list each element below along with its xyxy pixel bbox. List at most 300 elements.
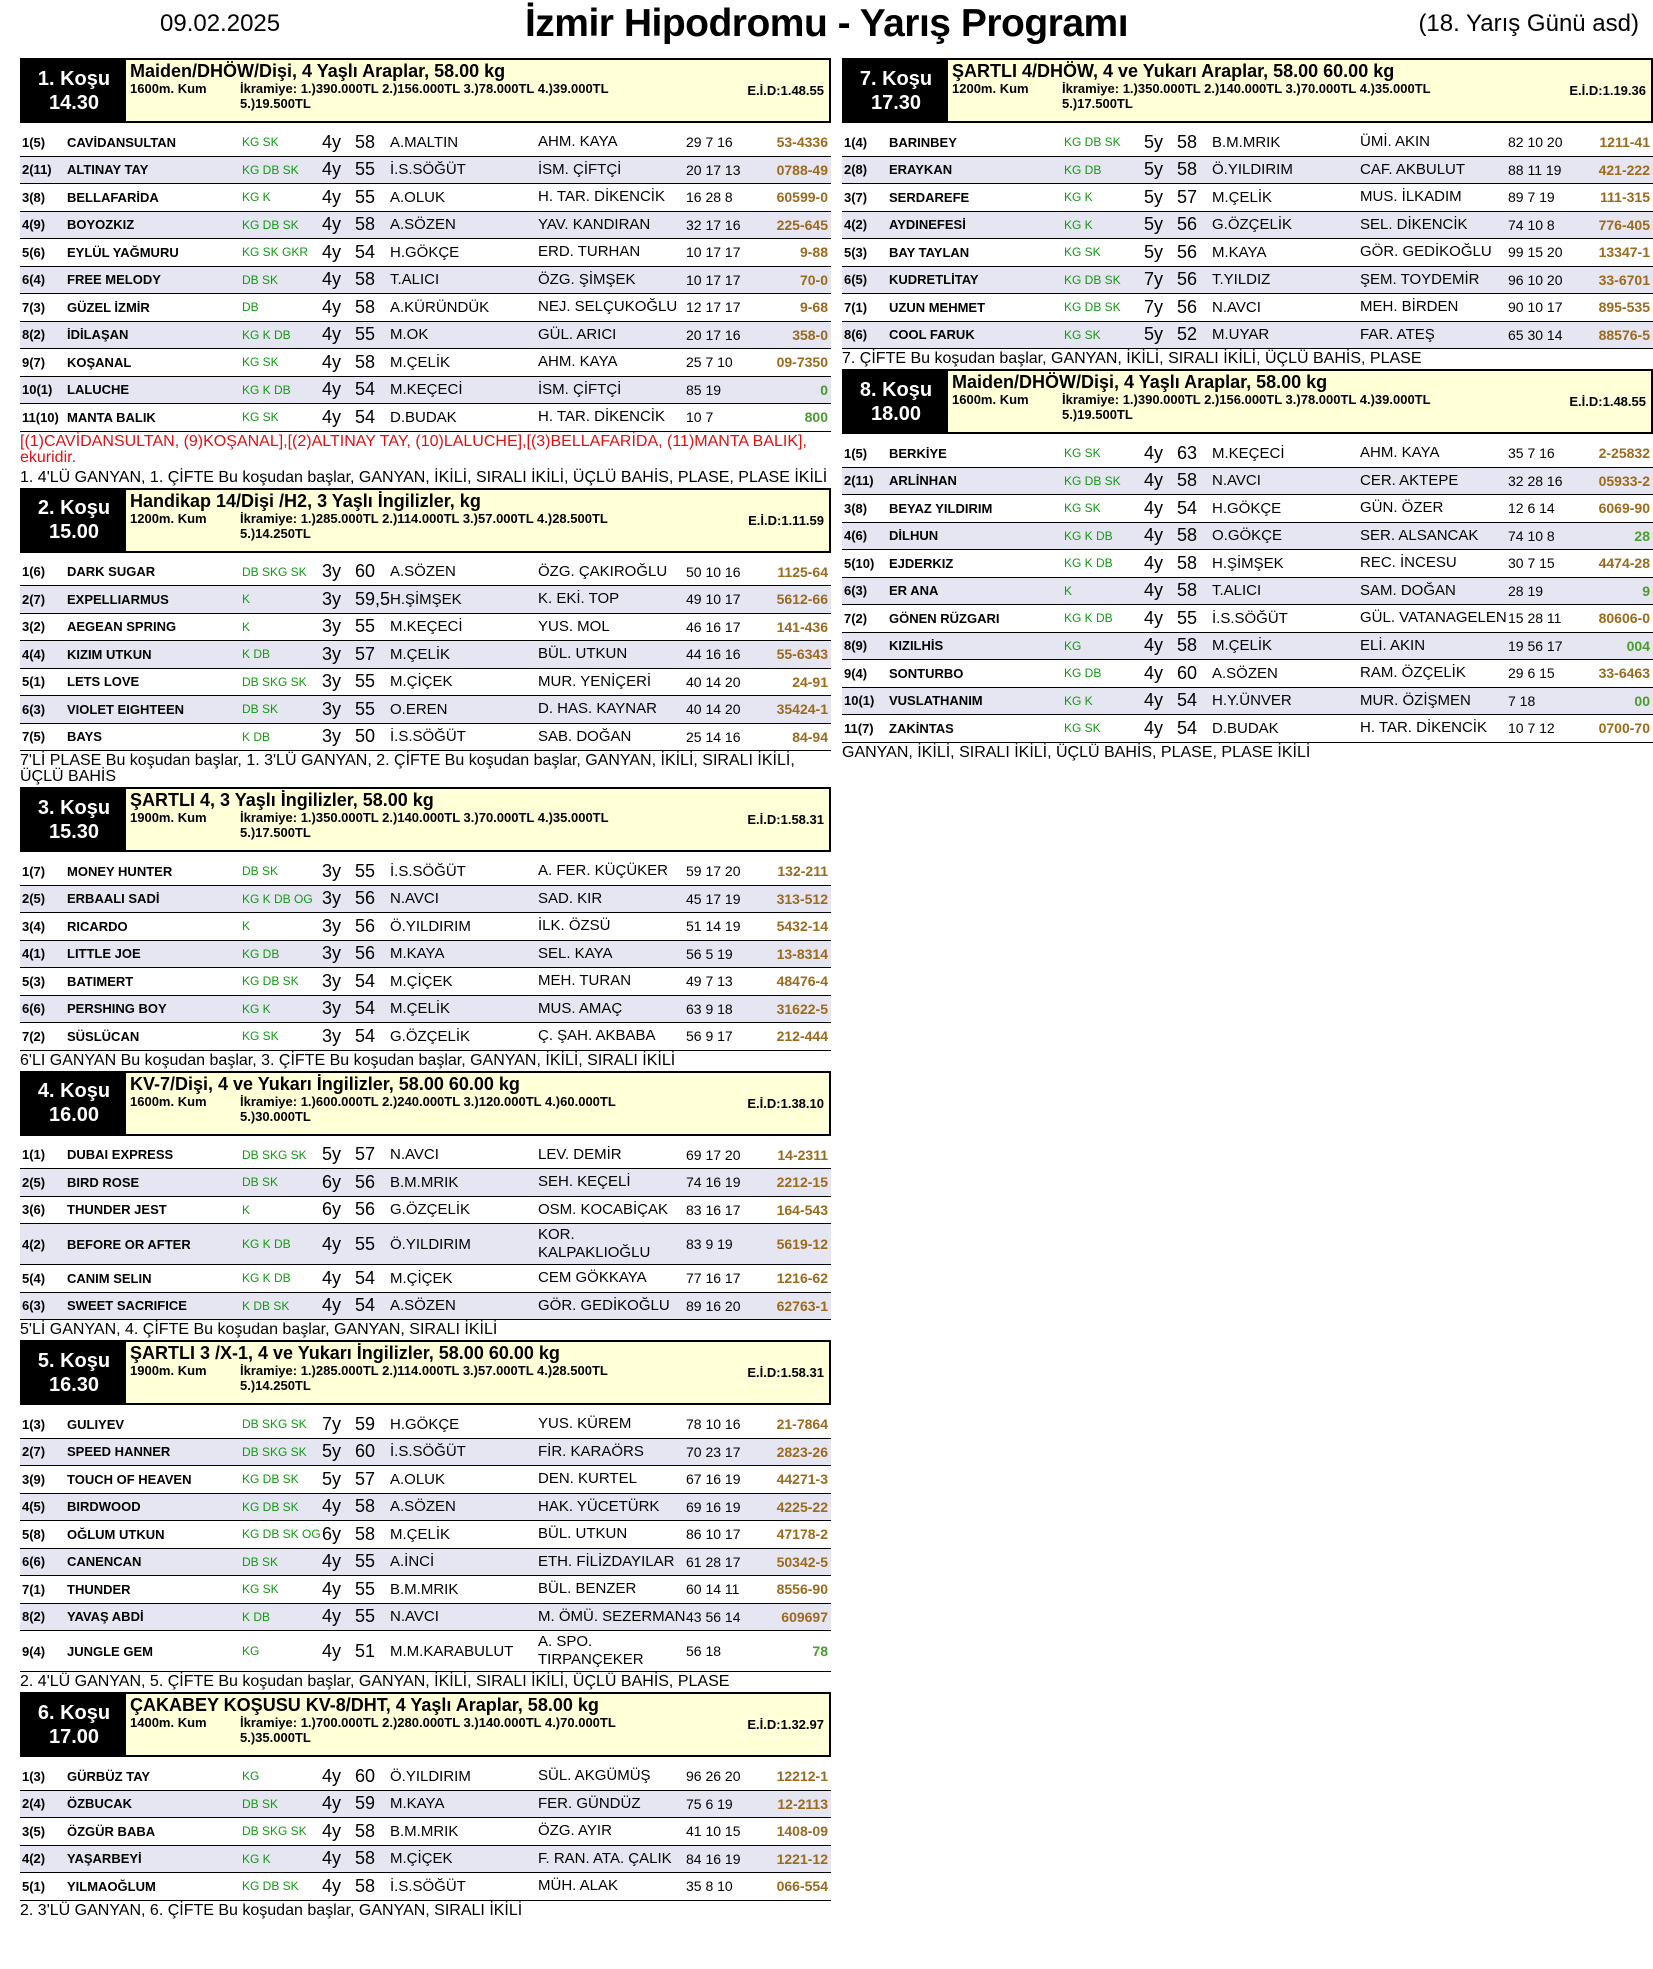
table-row[interactable]	[20, 157, 831, 185]
last-results: 33-6701	[1598, 271, 1650, 288]
race-block	[20, 1071, 831, 1341]
race-number: 6. Koşu	[37, 1701, 111, 1724]
table-row[interactable]	[842, 605, 1653, 633]
horse-number: 3(8)	[22, 189, 46, 205]
horse-name: SÜSLÜCAN	[67, 1028, 140, 1044]
trainer: H. TAR. DİKENCİK	[538, 188, 665, 206]
table-row[interactable]	[20, 1142, 831, 1170]
equipment: K DB	[242, 647, 271, 662]
handicap-stats: 20 17 16	[686, 326, 741, 343]
equipment: KG	[242, 1769, 260, 1784]
trainer: ETH. FİLİZDAYILAR	[538, 1552, 675, 1570]
handicap-stats: 56 9 17	[686, 1028, 733, 1045]
horse-age: 4y	[322, 1765, 342, 1786]
race-info	[948, 60, 1651, 121]
table-row[interactable]	[20, 1169, 831, 1197]
last-results: 13-8314	[776, 945, 828, 962]
table-row[interactable]	[842, 578, 1653, 606]
handicap-stats: 84 16 19	[686, 1850, 741, 1867]
horse-number: 1(6)	[22, 564, 46, 580]
horse-age: 4y	[322, 1267, 342, 1288]
table-row[interactable]	[20, 1791, 831, 1819]
weight: 60	[1177, 662, 1198, 683]
horse-name: KIZILHİS	[889, 638, 944, 654]
jockey: O.GÖKÇE	[1212, 527, 1283, 545]
weight: 58	[1177, 580, 1198, 601]
race-prize-5th: 5.)17.500TL	[1062, 96, 1133, 111]
race-prize: İkramiye: 1.)285.000TL 2.)114.000TL 3.)57.000TL 4.)28.500TL	[240, 510, 608, 526]
equipment: DB SK	[242, 702, 279, 717]
table-row[interactable]	[20, 1224, 831, 1265]
table-row[interactable]	[842, 322, 1653, 350]
table-row[interactable]	[20, 322, 831, 350]
table-row[interactable]	[20, 184, 831, 212]
race-header	[20, 1071, 831, 1136]
trainer: SEH. KEÇELİ	[538, 1173, 631, 1191]
jockey: M.OK	[390, 326, 429, 344]
table-row[interactable]	[20, 1549, 831, 1577]
last-results: 5612-66	[776, 591, 828, 608]
trainer: YUS. KÜREM	[538, 1415, 632, 1433]
trainer: MUR. YENİÇERİ	[538, 672, 652, 690]
horse-age: 5y	[1144, 241, 1164, 262]
horse-age: 6y	[322, 1171, 342, 1192]
table-row[interactable]	[842, 660, 1653, 688]
table-row[interactable]	[20, 941, 831, 969]
jockey: B.M.MRIK	[390, 1173, 459, 1191]
jockey: M.UYAR	[1212, 326, 1270, 344]
handicap-stats: 28 19	[1508, 582, 1544, 599]
table-row[interactable]	[842, 184, 1653, 212]
race-number-box	[22, 1073, 126, 1134]
table-row[interactable]	[20, 404, 831, 432]
equipment: KG SK	[1064, 501, 1101, 516]
horse-age: 4y	[322, 269, 342, 290]
table-row[interactable]	[842, 688, 1653, 716]
table-row[interactable]	[20, 913, 831, 941]
table-row[interactable]	[20, 1521, 831, 1549]
trainer: İLK. ÖZSÜ	[538, 917, 611, 935]
horse-age: 4y	[1144, 635, 1164, 656]
race-prize: İkramiye: 1.)700.000TL 2.)280.000TL 3.)140.000TL 4.)70.000TL	[240, 1715, 616, 1730]
last-results: 5619-12	[776, 1236, 828, 1252]
horse-number: 1(7)	[22, 863, 46, 879]
table-row[interactable]	[20, 724, 831, 752]
weight: 58	[355, 351, 376, 372]
equipment: KG SK	[242, 135, 279, 150]
last-results: 9-88	[799, 244, 828, 261]
horse-number: 5(1)	[22, 674, 46, 690]
table-row[interactable]	[20, 614, 831, 642]
last-results: 24-91	[792, 673, 828, 690]
weight: 54	[1177, 717, 1198, 738]
horse-number: 3(9)	[22, 1471, 46, 1487]
horse-age: 3y	[322, 726, 342, 747]
weight: 54	[355, 1025, 376, 1046]
handicap-stats: 12 17 17	[686, 299, 741, 316]
horse-age: 4y	[322, 379, 342, 400]
last-results: 132-211	[777, 863, 828, 880]
handicap-stats: 69 17 20	[686, 1146, 741, 1163]
weight: 58	[355, 1496, 376, 1517]
right-column	[842, 58, 1653, 763]
race-time: 14.30	[48, 91, 100, 114]
table-row[interactable]	[20, 696, 831, 724]
horse-number: 11(10)	[22, 409, 59, 425]
equipment: KG DB	[1064, 666, 1102, 681]
last-results: 21-7864	[776, 1416, 828, 1433]
handicap-stats: 35 7 16	[1508, 445, 1555, 462]
horse-name: ER ANA	[889, 583, 939, 599]
race-title: ÇAKABEY KOŞUSU KV-8/DHT, 4 Yaşlı Araplar, 58.00 kg	[130, 1695, 599, 1715]
table-row[interactable]	[842, 468, 1653, 496]
jockey: B.M.MRIK	[390, 1580, 459, 1598]
race-record: E.İ.D:1.48.55	[747, 83, 824, 98]
horse-age: 4y	[322, 214, 342, 235]
jockey: D.BUDAK	[1212, 719, 1279, 737]
horse-name: DARK SUGAR	[67, 564, 156, 580]
trainer: GÜN. ÖZER	[1360, 499, 1444, 517]
last-results: 55-6343	[776, 646, 828, 663]
equipment: K	[242, 919, 251, 934]
race-header	[20, 58, 831, 123]
horse-number: 4(1)	[22, 946, 46, 962]
table-row[interactable]	[20, 377, 831, 405]
trainer: YAV. KANDIRAN	[538, 215, 651, 233]
table-row[interactable]	[20, 996, 831, 1024]
last-results: 225-645	[776, 216, 828, 233]
handicap-stats: 20 17 13	[686, 161, 741, 178]
trainer: H. TAR. DİKENCİK	[1360, 719, 1487, 737]
equipment: K	[242, 592, 251, 607]
race-prize-5th: 5.)19.500TL	[1062, 407, 1133, 422]
horse-age: 4y	[322, 186, 342, 207]
last-results: 5432-14	[776, 918, 828, 935]
weight: 56	[1177, 241, 1198, 262]
table-row[interactable]	[842, 294, 1653, 322]
race-info	[126, 1073, 829, 1134]
bet-types-note: 2. 3'LÜ GANYAN, 6. ÇİFTE Bu koşudan başlar, GANYAN, SIRALI İKİLİ	[20, 1901, 523, 1919]
race-conditions	[130, 511, 824, 526]
table-row[interactable]	[20, 1846, 831, 1874]
horse-name: CANIM SELIN	[67, 1270, 152, 1286]
jockey: A.OLUK	[390, 188, 446, 206]
handicap-stats: 77 16 17	[686, 1270, 741, 1287]
horse-name: SONTURBO	[889, 665, 964, 681]
weight: 54	[355, 1267, 376, 1288]
equipment: K DB	[242, 1609, 271, 1624]
horse-number: 1(5)	[22, 134, 46, 150]
table-row[interactable]	[20, 1631, 831, 1672]
horse-number: 1(3)	[22, 1416, 46, 1432]
table-row[interactable]	[20, 641, 831, 669]
race-header	[20, 787, 831, 852]
weight: 55	[355, 616, 376, 637]
handicap-stats: 35 8 10	[686, 1878, 733, 1895]
horse-name: EXPELLIARMUS	[67, 591, 169, 607]
horse-number: 8(2)	[22, 327, 46, 343]
equipment: KG DB SK	[1064, 473, 1121, 488]
jockey: M.ÇİÇEK	[390, 1269, 453, 1287]
table-row[interactable]	[20, 1411, 831, 1439]
table-row[interactable]	[20, 129, 831, 157]
table-row[interactable]	[20, 294, 831, 322]
jockey: M.ÇELİK	[390, 353, 451, 371]
handicap-stats: 85 19	[686, 381, 722, 398]
equipment: KG DB SK	[242, 217, 299, 232]
jockey: M.ÇİÇEK	[390, 673, 453, 691]
table-row[interactable]	[20, 1293, 831, 1321]
race-number-box	[22, 1342, 126, 1403]
equipment: DB SKG SK	[242, 1147, 307, 1162]
table-row[interactable]	[842, 212, 1653, 240]
table-row[interactable]	[20, 1023, 831, 1051]
weight: 58	[1177, 470, 1198, 491]
horse-number: 4(9)	[22, 217, 46, 233]
horse-name: LETS LOVE	[67, 674, 140, 690]
horse-number: 2(8)	[844, 162, 868, 178]
bet-types-note: 1. 4'LÜ GANYAN, 1. ÇİFTE Bu koşudan başlar, GANYAN, İKİLİ, SIRALI İKİLİ, ÜÇLÜ BAHİS, PLASE, PLASE İKİLİ	[20, 468, 828, 486]
last-results: 62763-1	[776, 1297, 828, 1314]
race-prize: İkramiye: 1.)350.000TL 2.)140.000TL 3.)70.000TL 4.)35.000TL	[1062, 81, 1431, 96]
horse-name: ERBAALI SADİ	[67, 891, 160, 907]
table-row[interactable]	[842, 523, 1653, 551]
weight: 56	[355, 888, 376, 909]
horse-number: 2(5)	[22, 1174, 46, 1190]
horse-number: 9(7)	[22, 354, 46, 370]
equipment: KG K DB	[242, 327, 291, 342]
bet-types-note: 7. ÇİFTE Bu koşudan başlar, GANYAN, İKİLİ, SIRALI İKİLİ, ÜÇLÜ BAHİS, PLASE	[842, 350, 1422, 367]
jockey: M.KEÇECİ	[1212, 444, 1285, 462]
horse-number: 10(1)	[844, 693, 875, 709]
horse-name: UZUN MEHMET	[889, 299, 986, 315]
weight: 58	[355, 131, 376, 152]
handicap-stats: 74 10 8	[1508, 216, 1555, 233]
last-results: 84-94	[792, 728, 828, 745]
jockey: A.SÖZEN	[1212, 664, 1278, 682]
horse-age: 5y	[1144, 214, 1164, 235]
table-row[interactable]	[20, 1576, 831, 1604]
horse-name: KIZIM UTKUN	[67, 646, 152, 662]
race-conditions	[130, 810, 824, 825]
last-results: 066-554	[776, 1878, 828, 1895]
table-row[interactable]	[842, 495, 1653, 523]
race-prize-5th: 5.)35.000TL	[240, 1730, 311, 1745]
table-row[interactable]	[20, 1494, 831, 1522]
bet-types-note: 7'Lİ PLASE Bu koşudan başlar, 1. 3'LÜ GANYAN, 2. ÇİFTE Bu koşudan başlar, GANYAN, İKİLİ, SIRALI İKİLİ, ÜÇLÜ BAHİS	[20, 752, 795, 785]
horse-age: 4y	[1144, 580, 1164, 601]
trainer: ÖZG. ŞİMŞEK	[538, 270, 636, 288]
equipment: DB SKG SK	[242, 1824, 307, 1839]
horse-age: 4y	[322, 1606, 342, 1627]
horse-age: 3y	[322, 561, 342, 582]
trainer: CAF. AKBULUT	[1360, 160, 1466, 178]
trainer: SÜL. AKGÜMÜŞ	[538, 1767, 651, 1785]
horse-age: 5y	[1144, 159, 1164, 180]
horse-age: 5y	[322, 1144, 342, 1165]
last-results: 50342-5	[776, 1553, 828, 1570]
equipment: KG DB SK	[242, 974, 299, 989]
race-title: Handikap 14/Dişi /H2, 3 Yaşlı İngilizler, kg	[130, 490, 481, 511]
table-row[interactable]	[842, 239, 1653, 267]
table-row[interactable]	[842, 129, 1653, 157]
table-row[interactable]	[20, 239, 831, 267]
horse-age: 5y	[1144, 131, 1164, 152]
last-results: 0700-70	[1598, 720, 1650, 737]
race-conditions	[952, 392, 1646, 407]
horse-name: ALTINAY TAY	[67, 162, 149, 178]
horse-number: 4(6)	[844, 528, 868, 544]
equipment: KG SK	[1064, 721, 1101, 736]
jockey: N.AVCI	[390, 1146, 439, 1164]
table-row[interactable]	[20, 1604, 831, 1632]
handicap-stats: 56 18	[686, 1643, 722, 1659]
trainer: A. FER. KÜÇÜKER	[538, 862, 669, 880]
horse-number: 6(5)	[844, 272, 868, 288]
weight: 63	[1177, 442, 1198, 463]
jockey: M.ÇELİK	[1212, 188, 1273, 206]
weight: 56	[355, 1199, 376, 1220]
trainer: SAM. DOĞAN	[1360, 581, 1456, 599]
trainer: MUS. İLKADIM	[1360, 188, 1462, 206]
table-row[interactable]	[20, 1265, 831, 1293]
horse-name: THUNDER JEST	[67, 1202, 167, 1218]
race-number-box	[22, 1694, 126, 1755]
race-title: ŞARTLI 4, 3 Yaşlı İngilizler, 58.00 kg	[130, 790, 434, 810]
table-row[interactable]	[20, 349, 831, 377]
weight: 55	[355, 1551, 376, 1572]
race-time: 17.30	[870, 91, 922, 114]
horse-number: 5(3)	[844, 244, 868, 260]
horse-name: DUBAI EXPRESS	[67, 1147, 174, 1163]
horse-name: BIRD ROSE	[67, 1174, 140, 1190]
table-row[interactable]	[842, 157, 1653, 185]
equipment: KG K DB	[242, 382, 291, 397]
trainer: HAK. YÜCETÜRK	[538, 1497, 660, 1515]
table-row[interactable]	[20, 1439, 831, 1467]
horse-age: 6y	[322, 1199, 342, 1220]
race-info	[948, 371, 1651, 432]
race-distance: 1400m. Kum	[130, 1715, 207, 1730]
table-row[interactable]	[20, 1873, 831, 1901]
horse-name: BATIMERT	[67, 973, 134, 989]
weight: 58	[355, 296, 376, 317]
race-block	[20, 488, 831, 788]
table-row[interactable]	[20, 1763, 831, 1791]
handicap-stats: 83 16 17	[686, 1201, 741, 1218]
table-row[interactable]	[20, 858, 831, 886]
handicap-stats: 83 9 19	[686, 1236, 733, 1252]
equipment: DB SK	[242, 1175, 279, 1190]
race-record: E.İ.D:1.48.55	[1569, 394, 1646, 409]
jockey: T.YILDIZ	[1212, 271, 1271, 289]
race-number-box	[22, 490, 126, 551]
horse-name: KOŞANAL	[67, 354, 132, 370]
table-row[interactable]	[20, 1818, 831, 1846]
table-row[interactable]	[842, 633, 1653, 661]
table-row[interactable]	[842, 550, 1653, 578]
horse-number: 5(8)	[22, 1526, 46, 1542]
jockey: N.AVCI	[1212, 298, 1261, 316]
trainer: A. SPO. TIRPANÇEKER	[538, 1633, 644, 1668]
trainer: MUS. AMAÇ	[538, 999, 623, 1017]
last-results: 004	[1626, 637, 1650, 654]
weight: 51	[355, 1640, 376, 1661]
weight: 55	[355, 1578, 376, 1599]
horse-number: 3(6)	[22, 1202, 46, 1218]
last-results: 47178-2	[776, 1526, 828, 1543]
horse-age: 4y	[322, 1848, 342, 1869]
jockey: İ.S.SÖĞÜT	[390, 161, 466, 179]
table-row[interactable]	[20, 1466, 831, 1494]
trainer: MEH. TURAN	[538, 972, 632, 990]
horse-age: 4y	[322, 159, 342, 180]
horse-name: SERDAREFE	[889, 189, 970, 205]
race-title: Maiden/DHÖW/Dişi, 4 Yaşlı Araplar, 58.00 kg	[952, 372, 1328, 392]
handicap-stats: 67 16 19	[686, 1471, 741, 1488]
equipment: KG SK	[242, 410, 279, 425]
jockey: M.KEÇECİ	[390, 618, 463, 636]
horse-number: 8(9)	[844, 638, 868, 654]
table-row[interactable]	[20, 886, 831, 914]
jockey: N.AVCI	[1212, 472, 1261, 490]
handicap-stats: 59 17 20	[686, 863, 741, 880]
table-row[interactable]	[20, 968, 831, 996]
horse-age: 5y	[322, 1468, 342, 1489]
trainer: BÜL. UTKUN	[538, 1525, 628, 1543]
horse-name: SPEED HANNER	[67, 1444, 171, 1460]
last-results: 212-444	[776, 1028, 828, 1045]
horse-name: BOYOZKIZ	[67, 217, 135, 233]
horse-name: İDİLAŞAN	[67, 327, 129, 343]
table-row[interactable]	[20, 669, 831, 697]
horse-name: ÖZGÜR BABA	[67, 1823, 156, 1839]
race-number: 7. Koşu	[859, 67, 933, 90]
jockey: H.ŞİMŞEK	[390, 590, 462, 608]
table-row[interactable]	[842, 715, 1653, 743]
table-row[interactable]	[20, 212, 831, 240]
table-row[interactable]	[842, 440, 1653, 468]
jockey: B.M.MRIK	[390, 1822, 459, 1840]
race-record: E.İ.D:1.19.36	[1569, 83, 1646, 98]
race-distance: 1200m. Kum	[130, 510, 207, 526]
trainer: GÜL. ARICI	[538, 325, 617, 343]
handicap-stats: 69 16 19	[686, 1498, 741, 1515]
race-header	[842, 58, 1653, 123]
jockey: M.KAYA	[1212, 243, 1267, 261]
horse-age: 4y	[1144, 497, 1164, 518]
table-row[interactable]	[20, 586, 831, 614]
horse-number: 9(4)	[22, 1643, 46, 1659]
weight: 55	[1177, 607, 1198, 628]
horse-age: 5y	[322, 1441, 342, 1462]
bet-types-note: 5'Lİ GANYAN, 4. ÇİFTE Bu koşudan başlar, GANYAN, SIRALI İKİLİ	[20, 1321, 498, 1338]
race-block	[842, 369, 1653, 763]
horse-number: 7(1)	[844, 299, 868, 315]
horse-number: 7(2)	[22, 1028, 46, 1044]
handicap-stats: 60 14 11	[686, 1581, 740, 1598]
table-row[interactable]	[842, 267, 1653, 295]
handicap-stats: 25 14 16	[686, 728, 741, 745]
horse-name: AEGEAN SPRING	[67, 619, 177, 635]
table-row[interactable]	[20, 559, 831, 587]
race-number: 8. Koşu	[859, 378, 933, 401]
horse-name: SWEET SACRIFICE	[67, 1298, 187, 1314]
table-row[interactable]	[20, 267, 831, 295]
table-row[interactable]	[20, 1197, 831, 1225]
last-results: 05933-2	[1598, 472, 1650, 489]
weight: 54	[355, 998, 376, 1019]
